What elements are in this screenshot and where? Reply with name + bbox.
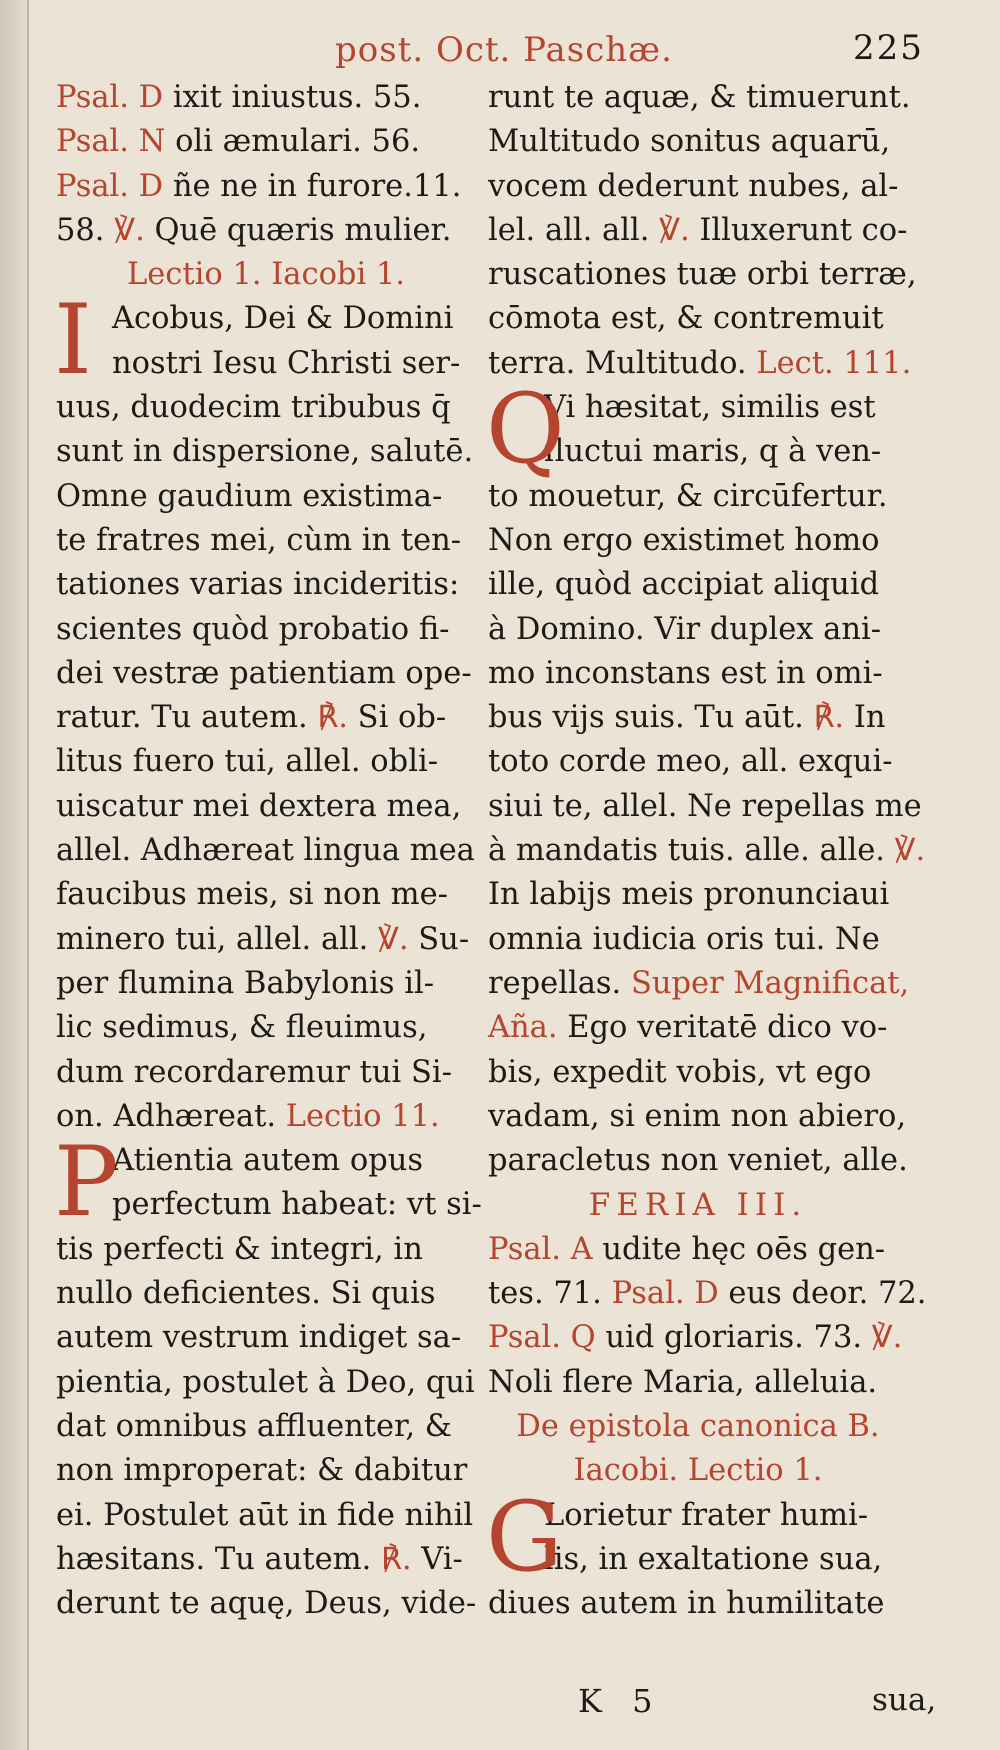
text-line [488,1405,908,1449]
body-text: omnia iudicia oris tui. Ne [488,921,880,957]
rubric-text: Psal. D [611,1276,719,1312]
body-text: Omne gaudium existima- [56,478,443,514]
body-text: perfectum habeat: vt si- [112,1187,482,1223]
body-text: Multitudo sonitus aquarū, [488,124,891,160]
body-text: ñe ne in furore.11. [163,168,462,204]
rubric-text: ℣. [659,212,690,248]
text-line [56,120,476,164]
text-line [488,918,908,962]
left-text-column [54,76,482,1626]
body-text: uiscatur mei dextera mea, [56,788,462,824]
text-line [56,1006,476,1050]
rubric-text: Lectio 1. Iacobi 1. [127,257,405,293]
body-text: nostri Iesu Christi ser- [112,345,461,381]
text-line [488,1361,908,1405]
text-line [56,386,476,430]
text-line [56,475,476,519]
text-line [488,253,917,297]
body-text: ruscationes tuæ orbi terræ, [488,257,917,293]
body-text: paracletus non veniet, alle. [488,1143,908,1179]
text-line [488,962,908,1006]
body-text: à mandatis tuis. alle. alle. [488,833,895,869]
body-text: faucibus meis, si non me- [56,877,448,913]
body-text: Quē quæris mulier. [144,212,452,248]
body-text: bis, expedit vobis, vt ego [488,1054,872,1090]
text-line [56,962,476,1006]
text-line [56,1494,476,1538]
text-line [56,253,476,297]
text-line [56,829,476,873]
text-line [488,785,922,829]
body-text: tis perfecti & integri, in [56,1231,423,1267]
body-text: Vi- [411,1541,463,1577]
body-text: repellas. [488,965,631,1001]
body-text: ille, quòd accipiat aliquid [488,567,880,603]
body-text: cōmota est, & contremuit [488,301,884,337]
text-line [488,1316,908,1360]
body-text: lic sedimus, & fleuimus, [56,1010,428,1046]
body-text: dat omnibus affluenter, & [56,1408,452,1444]
text-line [56,1272,476,1316]
text-line [56,209,476,253]
text-line [488,696,908,740]
drop-capital: Q [486,373,565,486]
body-text: lis, in exaltatione sua, [544,1541,883,1577]
text-line [56,519,476,563]
text-line [488,829,926,873]
body-text: Lorietur frater humi- [544,1497,869,1533]
text-line [56,1095,476,1139]
gutter-fold [27,0,29,1750]
body-text: terra. Multitudo. [488,345,757,381]
text-line [56,785,476,829]
body-text: sunt in dispersione, salutē. [56,434,474,470]
body-text: ei. Postulet aūt in fide nihil [56,1497,474,1533]
text-line [488,1006,908,1050]
text-line [56,430,476,474]
text-line [488,297,908,341]
text-line [488,740,908,784]
body-text: 58. [56,212,115,248]
body-text: In labijs meis pronunciaui [488,877,890,913]
rubric-text: Psal. A [488,1231,593,1267]
body-text: to mouetur, & circūfertur. [488,478,888,514]
text-line [488,1051,908,1095]
body-text: Ego veritatē dico vo- [557,1010,888,1046]
text-line [56,1183,482,1227]
text-line [56,1405,476,1449]
body-text: ratur. Tu autem. [56,700,318,736]
running-title: post. Oct. Paschæ. [335,30,673,70]
text-line [488,209,908,253]
rubric-text: Psal. Q [488,1320,596,1356]
body-text: Atientia autem opus [112,1143,424,1179]
text-line [488,1228,908,1272]
drop-capital: G [486,1480,563,1593]
rubric-text: Psal. N [56,124,166,160]
body-text: derunt te aquę, Deus, vide- [56,1586,477,1622]
rubric-text: Iacobi. Lectio 1. [573,1453,823,1489]
body-text: udite hęc oēs gen- [592,1231,886,1267]
body-text: non improperat: & dabitur [56,1453,468,1489]
body-text: dum recordaremur tui Si- [56,1054,452,1090]
catchword: sua, [872,1682,937,1718]
signature-mark: K 5 [578,1682,663,1720]
text-line [488,873,908,917]
text-line [56,76,476,120]
body-text: litus fuero tui, allel. obli- [56,744,439,780]
rubric-text: ℣. [871,1320,903,1356]
body-text: uus, duodecim tribubus q̄ [56,390,451,426]
text-line [56,342,476,386]
book-gutter [0,0,30,1750]
body-text: autem vestrum indiget sa- [56,1320,462,1356]
rubric-text: ℟. [813,700,845,736]
text-line [56,1316,476,1360]
rubric-text: Lect. 111. [756,345,912,381]
body-text: fluctui maris, q à ven- [544,434,882,470]
body-text: mo inconstans est in omi- [488,655,883,691]
body-text: tationes varias incideritis: [56,567,460,603]
body-text: on. Adhæreat. [56,1098,286,1134]
body-text: à Domino. Vir duplex ani- [488,611,882,647]
rubric-text: Psal. D [56,80,164,115]
body-text: vadam, si enim non abiero, [488,1098,907,1134]
rubric-text: Aña. [488,1010,558,1046]
rubric-text: ℣. [114,212,145,248]
text-line [56,563,476,607]
body-text: Si ob- [347,700,447,736]
body-text: vocem dederunt nubes, al- [488,168,899,204]
body-text: minero tui, allel. all. [56,921,379,957]
body-text: Acobus, Dei & Domini [112,301,454,337]
right-text-column [486,76,927,1626]
body-text: pientia, postulet à Deo, qui [56,1364,475,1400]
text-line [56,165,476,209]
body-text: allel. Adhæreat lingua mea [56,833,475,869]
text-line [56,873,476,917]
text-line [488,1272,927,1316]
body-text: Vi hæsitat, similis est [544,390,876,426]
text-line [56,608,476,652]
text-line [488,652,908,696]
body-text: diues autem in humilitate [488,1586,885,1622]
text-line [56,696,476,740]
body-text: uid gloriaris. 73. [595,1320,872,1356]
body-text: te fratres mei, cùm in ten- [56,522,462,558]
rubric-text: Super Magnificat, [630,965,910,1001]
body-text: runt te aquæ, & timuerunt. [488,80,911,115]
drop-capital: I [54,284,92,397]
drop-capital: P [54,1126,119,1239]
rubric-text: ℣. [894,833,926,869]
body-text: lel. all. all. [488,212,660,248]
body-text: nullo deficientes. Si quis [56,1276,436,1312]
body-text: siui te, allel. Ne repellas me [488,788,922,824]
body-text: Noli flere Maria, alleluia. [488,1364,878,1400]
text-line [56,1449,476,1493]
body-text: In [844,700,886,736]
body-text: oli æmulari. 56. [165,124,421,160]
body-text: Su- [408,921,470,957]
body-text: toto corde meo, all. exqui- [488,744,893,780]
text-line [56,1582,476,1626]
rubric-text: ℟. [317,700,348,736]
text-line [488,165,908,209]
body-text: hæsitans. Tu autem. [56,1541,381,1577]
body-text: ixit iniustus. 55. [163,80,422,115]
rubric-text: Lectio 11. [285,1098,440,1134]
text-line [488,1183,908,1227]
text-line [56,740,476,784]
body-text: tes. 71. [488,1276,612,1312]
text-line [56,1051,476,1095]
page-number: 225 [853,28,924,68]
text-line [56,918,476,962]
rubric-text: ℣. [378,921,409,957]
text-line [56,652,476,696]
text-line [56,1228,476,1272]
text-line [488,1139,908,1183]
text-line [488,1095,908,1139]
text-line [488,519,908,563]
body-text: bus vijs suis. Tu aūt. [488,700,814,736]
body-text: Illuxerunt co- [689,212,908,248]
text-line [488,120,908,164]
text-line [56,1538,476,1582]
text-line [56,1361,476,1405]
rubric-text: FERIA III. [588,1187,808,1224]
text-line [488,563,908,607]
body-text: eus deor. 72. [718,1276,927,1312]
rubric-text: De epistola canonica B. [516,1408,880,1444]
rubric-text: ℟. [380,1541,412,1577]
body-text: scientes quòd probatio fi- [56,611,450,647]
body-text: per flumina Babylonis il- [56,965,435,1001]
body-text: dei vestræ patientiam ope- [56,655,472,691]
text-line [488,608,908,652]
rubric-text: Psal. D [56,168,164,204]
body-text: Non ergo existimet homo [488,522,880,558]
text-line [488,76,911,120]
